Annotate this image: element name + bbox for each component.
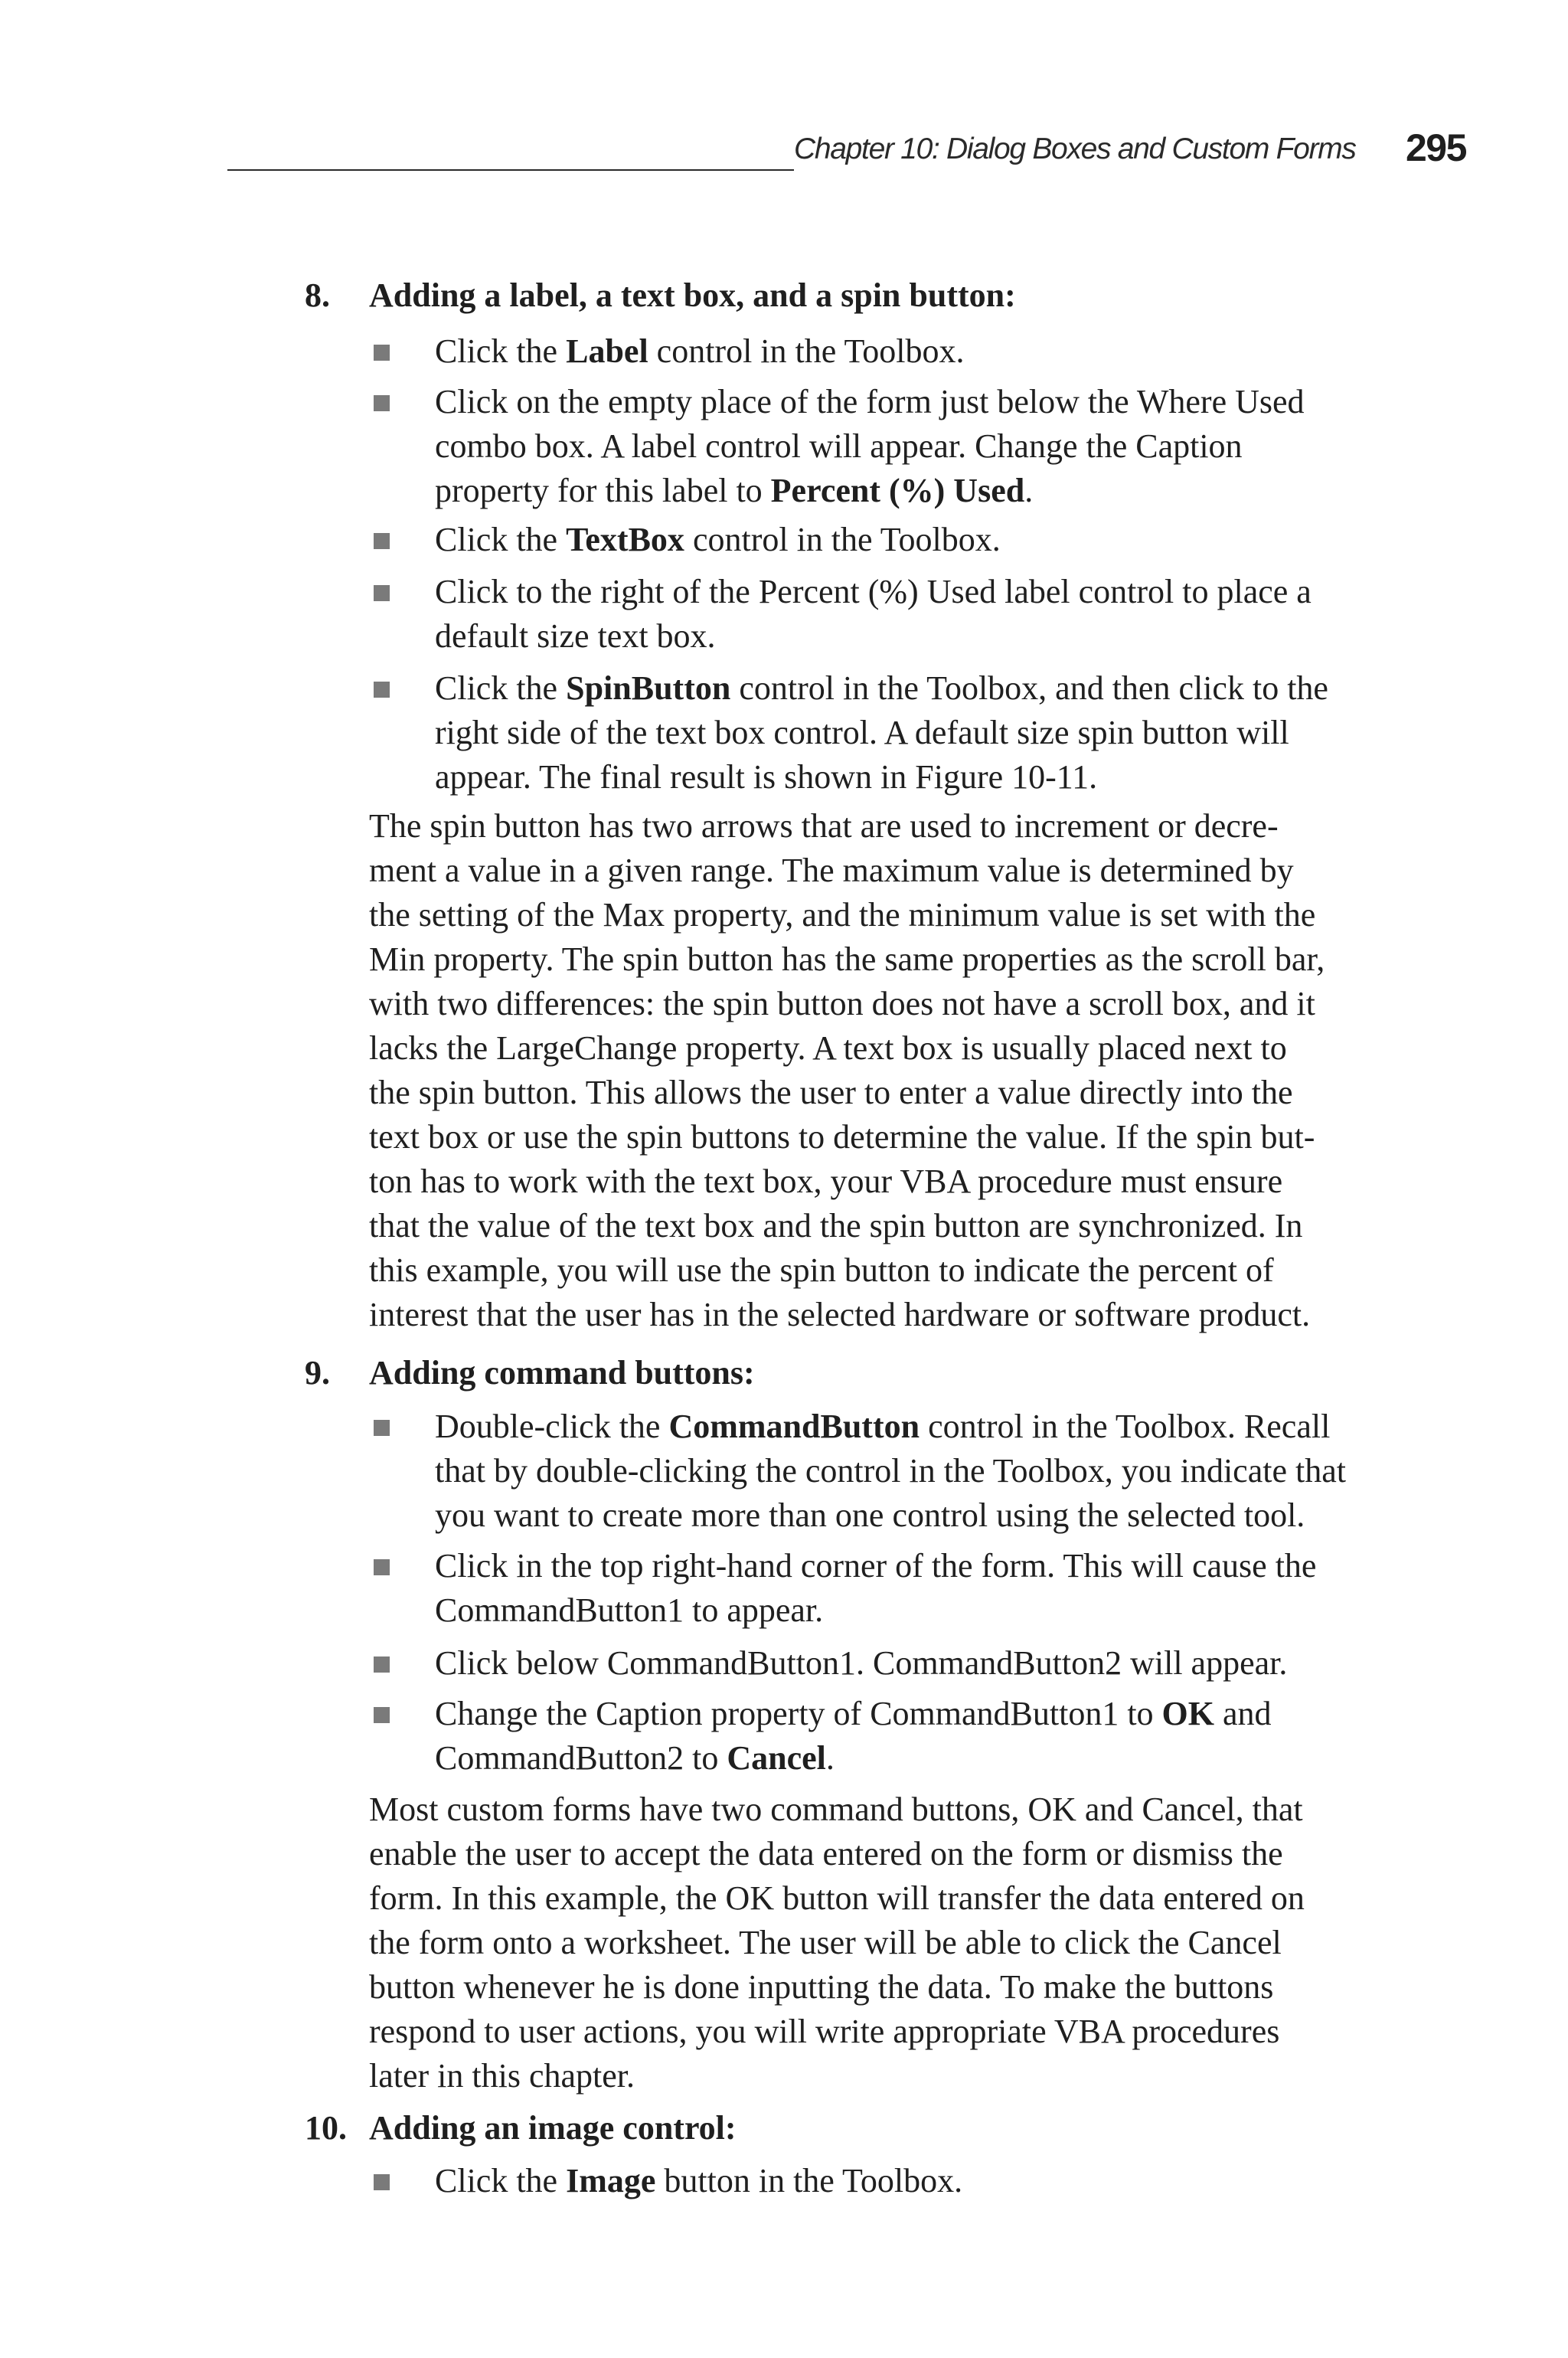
bullet-line: Click on the empty place of the form just below the Where Used [435,383,1305,420]
bullet-line: Change the Caption property of CommandButton1 to OK and [435,1695,1272,1732]
square-bullet-icon [374,682,390,698]
bullet-line: Click to the right of the Percent (%) Used label control to place a [435,573,1312,610]
bullet-line: Click the Image button in the Toolbox. [435,2162,963,2199]
square-bullet-icon [374,2174,390,2190]
bullet-item [435,1405,1346,1538]
square-bullet-icon [374,533,390,549]
step-number: 10. [305,2109,347,2147]
paragraph-line: text box or use the spin buttons to determine the value. If the spin but- [369,1118,1315,1156]
header-rule [227,169,794,171]
bullet-line: Click below CommandButton1. CommandButton2 will appear. [435,1644,1288,1682]
paragraph-line: enable the user to accept the data entered on the form or dismiss the [369,1835,1283,1872]
bullet-item [435,1641,1287,1686]
square-bullet-icon [374,395,390,411]
paragraph-line: this example, you will use the spin button to indicate the percent of [369,1251,1274,1289]
step-heading: Adding an image control: [369,2109,737,2147]
bullet-line: Click in the top right-hand corner of the form. This will cause the [435,1547,1317,1585]
bullet-line: Click the SpinButton control in the Toolbox, and then click to the [435,669,1328,707]
paragraph-line: button whenever he is done inputting the data. To make the buttons [369,1968,1274,2006]
bullet-line: right side of the text box control. A default size spin button will [435,714,1289,751]
bullet-line: CommandButton1 to appear. [435,1591,824,1629]
paragraph-line: the spin button. This allows the user to enter a value directly into the [369,1074,1293,1111]
paragraph-line: respond to user actions, you will write appropriate VBA procedures [369,2013,1280,2050]
bullet-line: default size text box. [435,617,716,655]
paragraph-line: that the value of the text box and the spin button are synchronized. In [369,1207,1303,1244]
bullet-item [435,380,1305,513]
bullet-item [435,2159,962,2203]
bullet-line: Click the Label control in the Toolbox. [435,332,965,370]
square-bullet-icon [374,1420,390,1436]
paragraph-line: The spin button has two arrows that are used to increment or decre- [369,807,1279,845]
bullet-item [435,570,1312,659]
paragraph-line: form. In this example, the OK button will transfer the data entered on [369,1879,1305,1917]
bullet-line: that by double-clicking the control in the Toolbox, you indicate that [435,1452,1346,1490]
bullet-line: combo box. A label control will appear. Change the Caption [435,427,1243,465]
paragraph-line: lacks the LargeChange property. A text box is usually placed next to [369,1029,1287,1067]
paragraph-line: the form onto a worksheet. The user will be able to click the Cancel [369,1924,1282,1961]
page-number: 295 [1406,126,1466,169]
bullet-item [435,1692,1272,1781]
square-bullet-icon [374,1656,390,1673]
body-paragraph [369,1787,1305,2098]
square-bullet-icon [374,345,390,361]
paragraph-line: ment a value in a given range. The maximum value is determined by [369,852,1294,889]
paragraph-line: interest that the user has in the selected hardware or software product. [369,1296,1311,1333]
bullet-line: Click the TextBox control in the Toolbox. [435,521,1001,558]
bullet-line: property for this label to Percent (%) Used. [435,472,1034,509]
paragraph-line: ton has to work with the text box, your VBA procedure must ensure [369,1163,1283,1200]
square-bullet-icon [374,1707,390,1723]
paragraph-line: later in this chapter. [369,2057,635,2095]
step-number: 8. [305,276,330,314]
bullet-line: appear. The final result is shown in Figure 10-11. [435,758,1098,796]
step-number: 9. [305,1354,330,1392]
chapter-title: Chapter 10: Dialog Boxes and Custom Forms [794,132,1356,165]
square-bullet-icon [374,585,390,601]
body-paragraph [369,804,1325,1337]
paragraph-line: Min property. The spin button has the same properties as the scroll bar, [369,940,1325,978]
bullet-item [435,329,965,374]
square-bullet-icon [374,1559,390,1575]
paragraph-line: with two differences: the spin button does not have a scroll box, and it [369,985,1315,1022]
bullet-item [435,1544,1316,1633]
paragraph-line: Most custom forms have two command buttons, OK and Cancel, that [369,1791,1303,1828]
bullet-line: Double-click the CommandButton control in the Toolbox. Recall [435,1408,1331,1445]
paragraph-line: the setting of the Max property, and the minimum value is set with the [369,896,1316,934]
step-heading: Adding a label, a text box, and a spin button: [369,276,1016,314]
bullet-item [435,518,1001,562]
bullet-item [435,666,1328,800]
step-heading: Adding command buttons: [369,1354,755,1392]
bullet-line: you want to create more than one control using the selected tool. [435,1496,1305,1534]
bullet-line: CommandButton2 to Cancel. [435,1739,835,1777]
